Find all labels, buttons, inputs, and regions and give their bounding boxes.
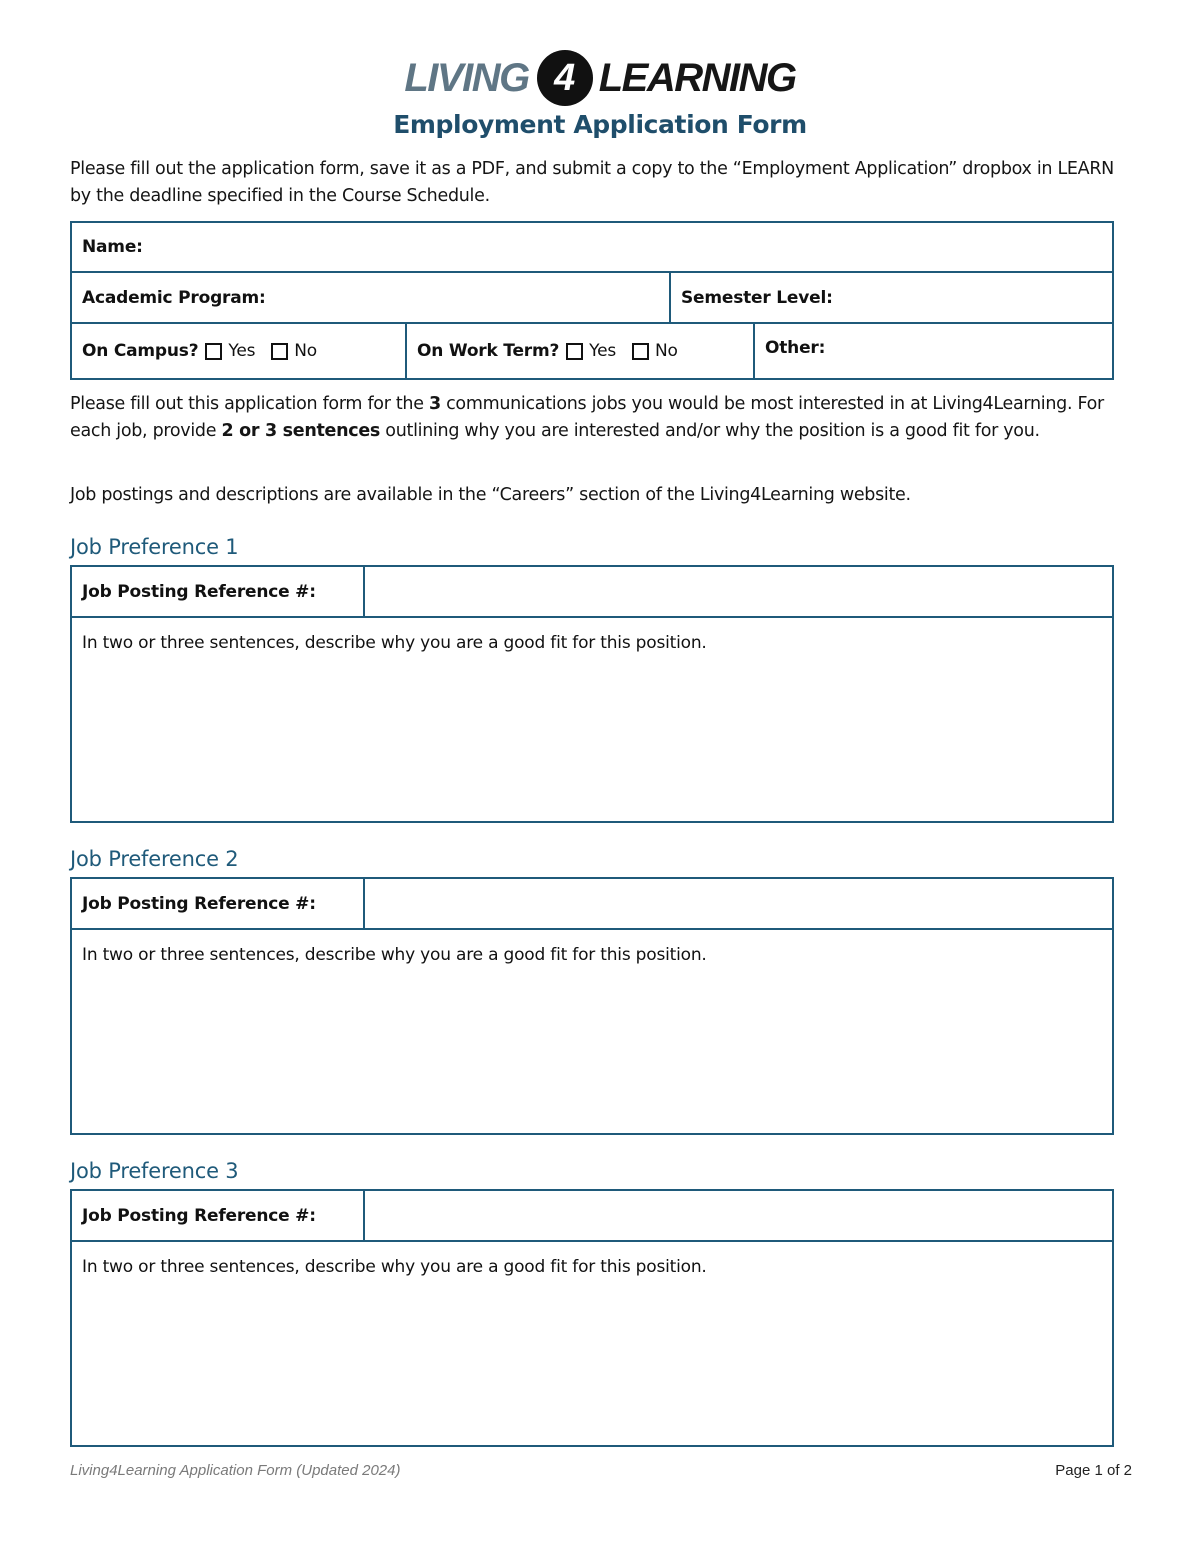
logo-word-learning: LEARNING [598,56,796,100]
no-label: No [654,341,678,361]
semester-level-field[interactable] [669,273,1112,322]
response-prompt: In two or three sentences, describe why you are a good fit for this position. [82,633,707,653]
name-field[interactable] [72,223,1112,271]
applicant-info-table [70,221,1114,380]
response-prompt: In two or three sentences, describe why you are a good fit for this position. [82,1257,707,1277]
instructions-text: outlining why you are interested and/or why the position is a good fit for you. [380,421,1040,441]
other-label: Other: [765,338,826,358]
on-campus-yes-option[interactable] [205,341,255,361]
other-field[interactable] [753,324,1112,378]
instructions-emphasis: 3 [428,394,441,414]
reference-row [72,879,1112,930]
reference-input[interactable] [363,567,1112,616]
logo-word-living: LIVING [404,56,529,100]
academic-program-field[interactable] [72,273,669,322]
checkbox-icon[interactable] [566,343,583,360]
response-field[interactable] [72,930,1112,1133]
job-preference-table [70,1189,1114,1447]
page-number: Page 1 of 2 [1055,1462,1132,1479]
instructions-emphasis: 2 or 3 sentences [221,421,381,441]
response-field[interactable] [72,618,1112,821]
reference-input[interactable] [363,1191,1112,1240]
job-preference-heading: Job Preference 1 [70,535,239,559]
work-term-yes-option[interactable] [566,341,616,361]
on-campus-cell [72,324,405,378]
logo-number-badge: 4 [537,50,593,106]
page-title: Employment Application Form [393,110,807,139]
response-row [72,1242,1112,1445]
no-label: No [294,341,317,361]
name-row [72,223,1112,273]
academic-program-label: Academic Program: [82,287,266,308]
reference-label: Job Posting Reference #: [82,581,316,602]
reference-row [72,1191,1112,1242]
instructions-text: Please fill out this application form for the [70,394,429,414]
reference-input[interactable] [363,879,1112,928]
status-row [72,324,1112,378]
program-row [72,273,1112,324]
on-campus-label: On Campus? [82,341,199,361]
reference-label: Job Posting Reference #: [82,893,316,914]
reference-label-cell [72,567,363,616]
response-row [72,930,1112,1133]
checkbox-icon[interactable] [205,343,222,360]
response-row [72,618,1112,821]
logo [0,48,1200,108]
yes-label: Yes [589,341,616,361]
reference-label: Job Posting Reference #: [82,1205,316,1226]
work-term-no-option[interactable] [632,341,678,361]
yes-label: Yes [228,341,256,361]
intro-paragraph: Please fill out the application form, save it as a PDF, and submit a copy to the “Employment Application” dropbox in LEARN by the deadline specified in the Course Schedule. [70,159,1114,206]
semester-level-label: Semester Level: [681,287,833,308]
work-term-cell [405,324,753,378]
checkbox-icon[interactable] [632,343,649,360]
reference-row [72,567,1112,618]
job-preference-heading: Job Preference 2 [70,847,239,871]
name-label: Name: [82,237,143,257]
checkbox-icon[interactable] [271,343,288,360]
reference-label-cell [72,1191,363,1240]
reference-label-cell [72,879,363,928]
response-prompt: In two or three sentences, describe why you are a good fit for this position. [82,945,707,965]
careers-note: Job postings and descriptions are available in the “Careers” section of the Living4Learning website. [70,485,911,505]
response-field[interactable] [72,1242,1112,1445]
job-preference-table [70,877,1114,1135]
job-preference-table [70,565,1114,823]
footer-title: Living4Learning Application Form (Updated 2024) [70,1462,401,1479]
job-preference-heading: Job Preference 3 [70,1159,239,1183]
work-term-label: On Work Term? [417,341,560,361]
instructions-paragraph [70,391,1135,445]
on-campus-no-option[interactable] [271,341,317,361]
instructions-text: communications jobs you would be most interested in at Living4Learning. For each job, provide [70,394,1104,441]
